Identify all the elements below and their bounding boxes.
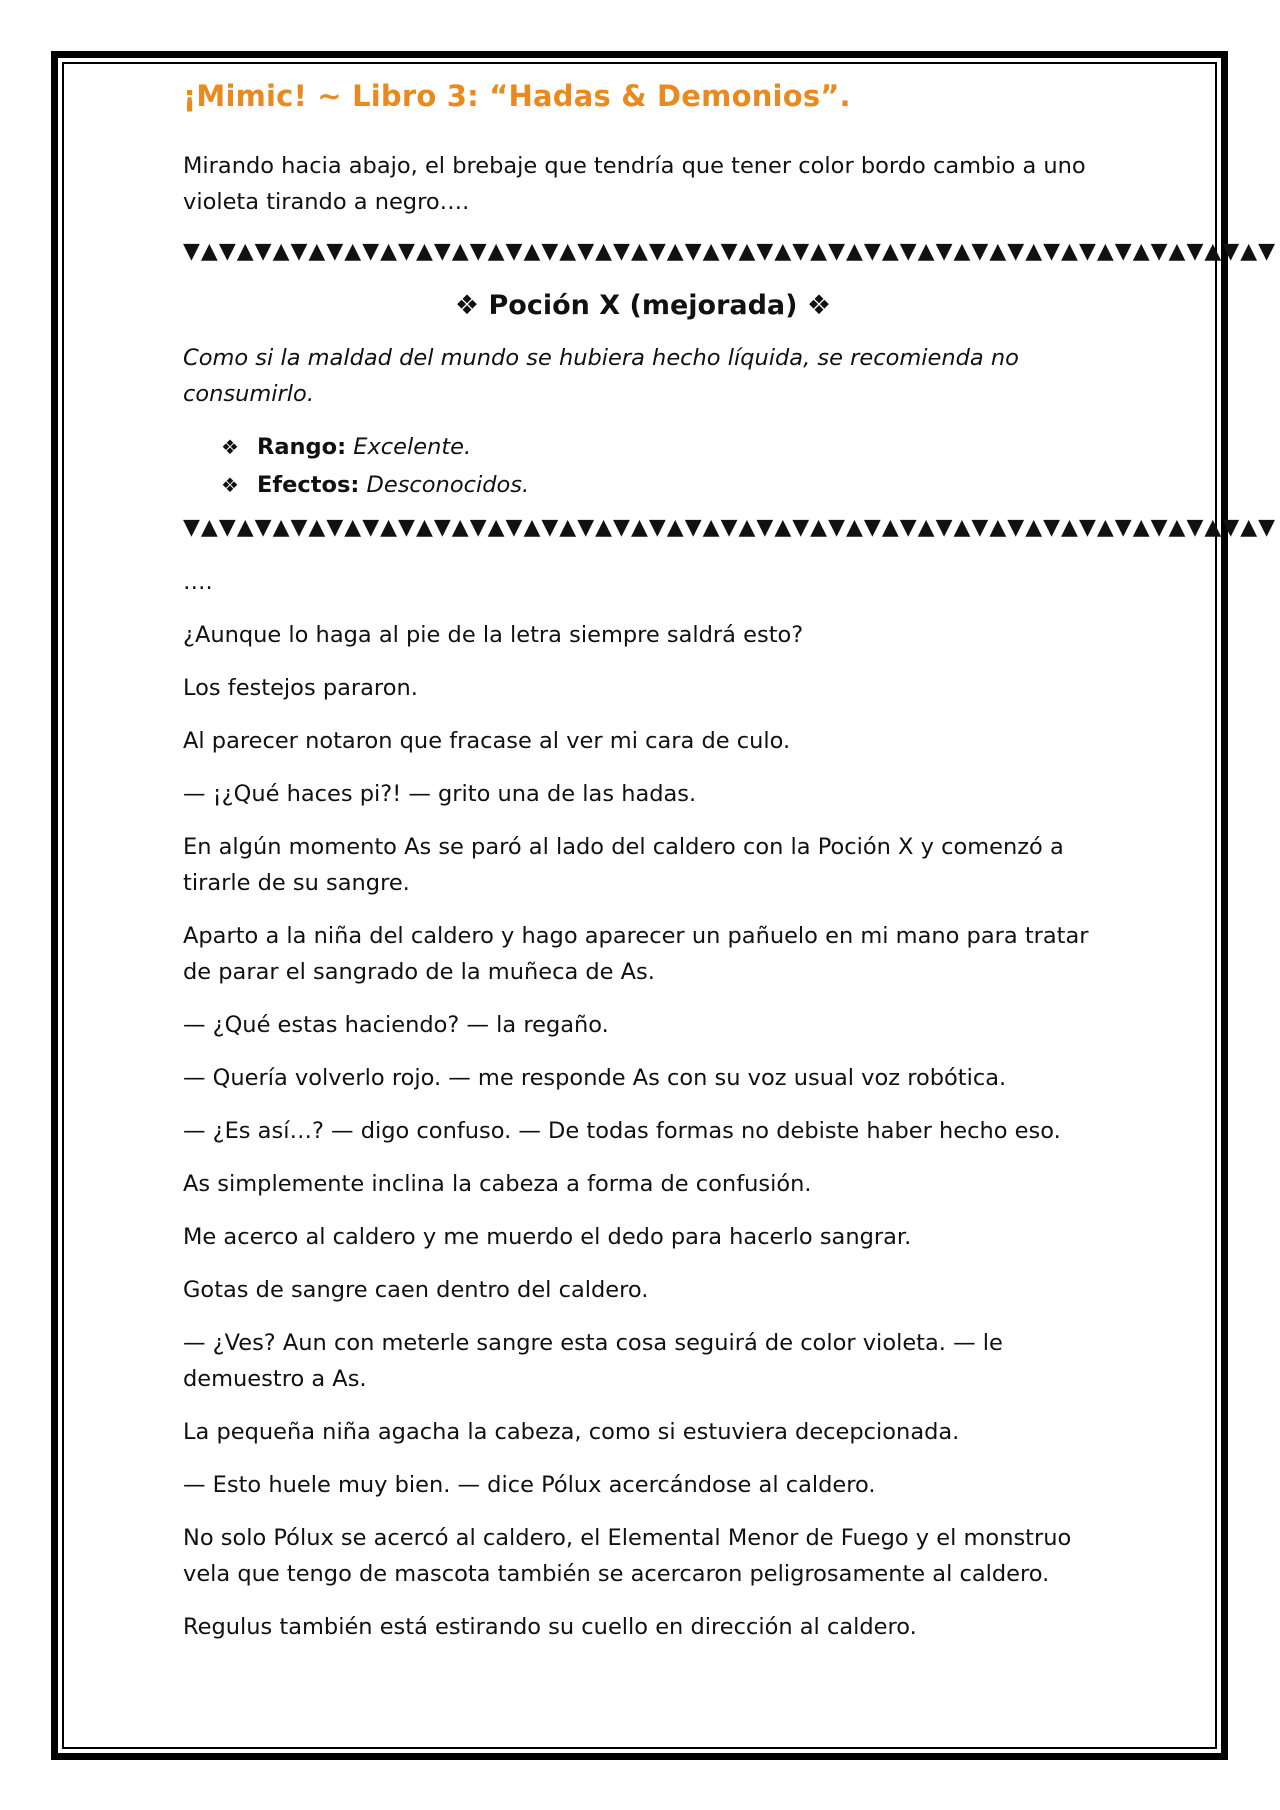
diamond-bullet-icon: ❖ xyxy=(221,435,239,459)
story-paragraph: Al parecer notaron que fracase al ver mi cara de culo. xyxy=(183,728,791,754)
potion-stat-effects xyxy=(221,466,1103,504)
story-paragraph: As simplemente inclina la cabeza a forma de confusión. xyxy=(183,1171,812,1197)
story-paragraph: — ¿Ves? Aun con meterle sangre esta cosa seguirá de color violeta. — le demuestro a As. xyxy=(183,1330,1003,1392)
potion-stats xyxy=(183,428,1103,504)
story-paragraph: — ¡¿Qué haces pi?! — grito una de las hadas. xyxy=(183,781,697,807)
potion-title: ❖ Poción X (mejorada) ❖ xyxy=(454,290,832,321)
stat-separator: : xyxy=(337,434,347,460)
story-paragraph: Regulus también está estirando su cuello en dirección al caldero. xyxy=(183,1614,917,1640)
story-paragraph: — Esto huele muy bien. — dice Pólux acercándose al caldero. xyxy=(183,1472,876,1498)
story-paragraph: Me acerco al caldero y me muerdo el dedo para hacerlo sangrar. xyxy=(183,1224,912,1250)
triangle-divider-top: ▼▲▼▲▼▲▼▲▼▲▼▲▼▲▼▲▼▲▼▲▼▲▼▲▼▲▼▲▼▲▼▲▼▲▼▲▼▲▼▲▼▲▼▲▼▲▼▲▼▲▼▲▼▲▼▲▼▲▼▲▼ xyxy=(183,239,1277,264)
story-paragraph: — ¿Qué estas haciendo? — la regaño. xyxy=(183,1012,609,1038)
potion-description: Como si la maldad del mundo se hubiera hecho líquida, se recomienda no consumirlo. xyxy=(183,345,1019,407)
stat-key: Efectos xyxy=(257,472,351,498)
stat-value: Excelente. xyxy=(346,434,472,460)
story-paragraph: ¿Aunque lo haga al pie de la letra siempre saldrá esto? xyxy=(183,622,804,648)
story-paragraph: La pequeña niña agacha la cabeza, como si estuviera decepcionada. xyxy=(183,1419,960,1445)
story-paragraph: Gotas de sangre caen dentro del caldero. xyxy=(183,1277,649,1303)
page-content xyxy=(183,72,1277,1662)
stat-key: Rango xyxy=(257,434,338,460)
stat-separator: : xyxy=(350,472,360,498)
book-header: ¡Mimic! ~ Libro 3: “Hadas & Demonios”. xyxy=(183,79,851,113)
triangle-divider-bottom: ▼▲▼▲▼▲▼▲▼▲▼▲▼▲▼▲▼▲▼▲▼▲▼▲▼▲▼▲▼▲▼▲▼▲▼▲▼▲▼▲▼▲▼▲▼▲▼▲▼▲▼▲▼▲▼▲▼▲▼▲▼ xyxy=(183,515,1277,540)
story-paragraph: En algún momento As se paró al lado del caldero con la Poción X y comenzó a tirarle de su sangre. xyxy=(183,834,1064,896)
story-paragraph: Los festejos pararon. xyxy=(183,675,418,701)
diamond-bullet-icon: ❖ xyxy=(221,473,239,497)
intro-paragraph: Mirando hacia abajo, el brebaje que tendría que tener color bordo cambio a uno violeta tirando a negro…. xyxy=(183,153,1086,215)
story-body xyxy=(183,564,1103,1645)
potion-stat-rank xyxy=(221,428,1103,466)
story-paragraph: — Quería volverlo rojo. — me responde As con su voz usual voz robótica. xyxy=(183,1065,1007,1091)
stat-value: Desconocidos. xyxy=(359,472,530,498)
story-paragraph: No solo Pólux se acercó al caldero, el Elemental Menor de Fuego y el monstruo vela que tengo de mascota también se acercaron peligrosamente al caldero. xyxy=(183,1525,1072,1587)
story-paragraph: …. xyxy=(183,569,213,595)
story-paragraph: Aparto a la niña del caldero y hago aparecer un pañuelo en mi mano para tratar de parar el sangrado de la muñeca de As. xyxy=(183,923,1089,985)
story-paragraph: — ¿Es así…? — digo confuso. — De todas formas no debiste haber hecho eso. xyxy=(183,1118,1061,1144)
